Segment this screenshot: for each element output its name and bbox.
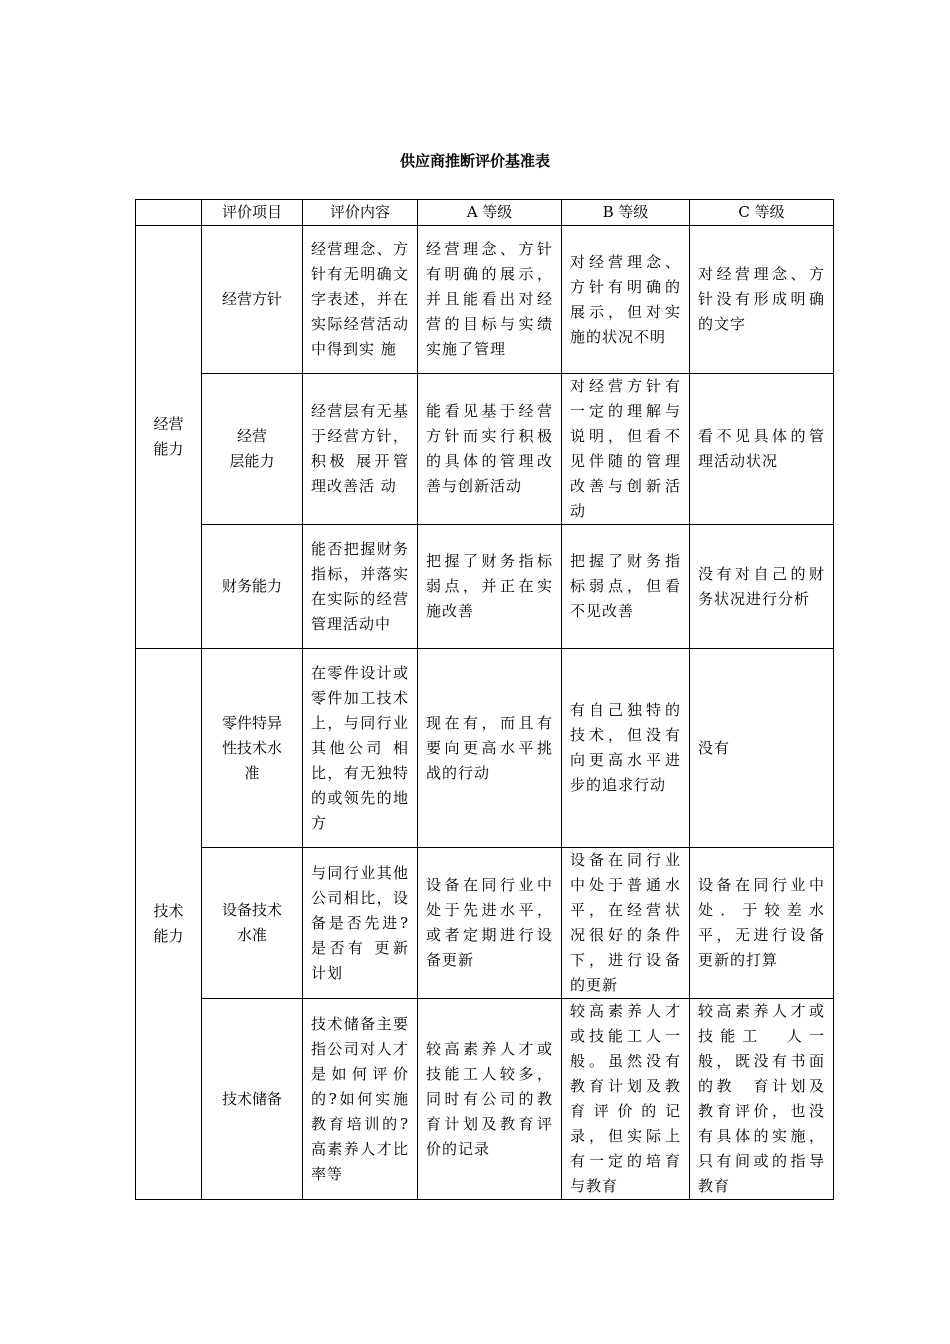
grade-a-cell: 把握了财务指标弱点，并正在实施改善 xyxy=(418,525,562,649)
header-cell-grade-c: C 等级 xyxy=(690,200,834,226)
category-cell-technology: 技术 能力 xyxy=(136,649,202,1200)
grade-c-cell: 对经营理念、方针没有形成明确的文字 xyxy=(690,226,834,374)
grade-c-cell: 没有 xyxy=(690,649,834,848)
header-row xyxy=(136,200,834,226)
grade-c-cell: 设备在同行业中处．于较差水平，无进行设备更新的打算 xyxy=(690,848,834,999)
grade-a-cell: 能看见基于经营方针而实行积极的具体的管理改善与创新活动 xyxy=(418,374,562,525)
header-cell-grade-a: A 等级 xyxy=(418,200,562,226)
grade-b-cell: 对经营理念、方针有明确的展示，但对实施的状况不明 xyxy=(562,226,690,374)
item-cell: 经营 层能力 xyxy=(202,374,303,525)
grade-c-cell: 没有对自己的财务状况进行分析 xyxy=(690,525,834,649)
item-cell: 财务能力 xyxy=(202,525,303,649)
evaluation-table xyxy=(135,199,834,1200)
table-row xyxy=(136,374,834,525)
item-cell: 技术储备 xyxy=(202,999,303,1200)
table-row xyxy=(136,649,834,848)
grade-b-cell: 设备在同行业中处于普通水平，在经营状况很好的条件下，进行设备的更新 xyxy=(562,848,690,999)
grade-c-cell: 看不见具体的管理活动状况 xyxy=(690,374,834,525)
grade-a-cell: 经营理念、方针有明确的展示，并且能看出对经营的目标与实绩实施了管理 xyxy=(418,226,562,374)
content-cell: 技术储备主要指公司对人才是如何评价的?如何实施教育培训的?高素养人才比率等 xyxy=(303,999,418,1200)
table-row xyxy=(136,525,834,649)
header-cell-content: 评价内容 xyxy=(303,200,418,226)
grade-a-cell: 现在有，而且有要向更高水平挑战的行动 xyxy=(418,649,562,848)
grade-b-cell: 较高素养人才或技能工人一般。虽然没有教育计划及教育评价的记录，但实际上有一定的培育与教育 xyxy=(562,999,690,1200)
grade-b-cell: 把握了财务指标弱点，但看不见改善 xyxy=(562,525,690,649)
grade-b-cell: 有自己独特的技术，但没有向更高水平进步的追求行动 xyxy=(562,649,690,848)
content-cell: 与同行业其他公司相比，设备是否先进?是否有 更新计划 xyxy=(303,848,418,999)
page-title: 供应商推断评价基准表 xyxy=(399,152,550,170)
table-row xyxy=(136,999,834,1200)
content-cell: 经营理念、方针有无明确文字表述，并在实际经营活动中得到实 施 xyxy=(303,226,418,374)
item-cell: 经营方针 xyxy=(202,226,303,374)
item-cell: 零件特异 性技术水 准 xyxy=(202,649,303,848)
header-cell-blank xyxy=(136,200,202,226)
header-cell-item: 评价项目 xyxy=(202,200,303,226)
content-cell: 能否把握财务指标，并落实在实际的经营管理活动中 xyxy=(303,525,418,649)
table-row xyxy=(136,226,834,374)
header-cell-grade-b: B 等级 xyxy=(562,200,690,226)
item-cell: 设备技术 水准 xyxy=(202,848,303,999)
category-cell-management: 经营 能力 xyxy=(136,226,202,649)
table-row xyxy=(136,848,834,999)
grade-a-cell: 设备在同行业中处于先进水平，或者定期进行设备更新 xyxy=(418,848,562,999)
grade-c-cell: 较高素养人才或技能工 人一般，既没有书面的教 育计划及教育评价，也没有具体的实施，只有间或的指导教育 xyxy=(690,999,834,1200)
grade-a-cell: 较高素养人才或技能工人较多，同时有公司的教育计划及教育评价的记录 xyxy=(418,999,562,1200)
content-cell: 经营层有无基于经营方针，积极 展开管理改善活 动 xyxy=(303,374,418,525)
grade-b-cell: 对经营方针有一定的理解与说明，但看不见伴随的管理改善与创新活动 xyxy=(562,374,690,525)
content-cell: 在零件设计或零件加工技术上，与同行业其他公司 相比，有无独特的或领先的地方 xyxy=(303,649,418,848)
